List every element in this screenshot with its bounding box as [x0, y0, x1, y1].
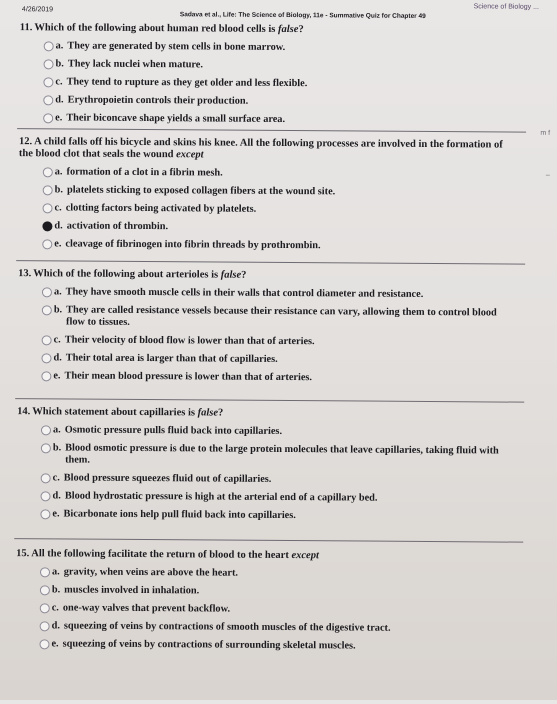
radio-button-icon[interactable] [43, 95, 53, 105]
radio-button-icon[interactable] [44, 41, 54, 51]
answer-option-e[interactable]: e. cleavage of fibrinogen into fibrin threads by prothrombin. [42, 238, 531, 253]
answer-option-a[interactable]: a. They are generated by stem cells in bone marrow. [44, 40, 533, 55]
question-divider [14, 538, 523, 543]
radio-button-icon[interactable] [42, 335, 52, 345]
answer-option-e[interactable]: e. squeezing of veins by contractions of surrounding skeletal muscles. [39, 638, 528, 653]
radio-button-icon[interactable] [41, 443, 51, 453]
answer-option-b[interactable]: b. muscles involved in inhalation. [40, 584, 529, 599]
radio-button-icon[interactable] [43, 203, 53, 213]
radio-button-icon[interactable] [40, 621, 50, 631]
browser-tab-fragment: Science of Biology ... [473, 3, 539, 11]
answer-option-c[interactable]: c. one-way valves that prevent backflow. [40, 602, 529, 617]
answer-option-c[interactable]: c. Their velocity of blood flow is lower than that of arteries. [42, 334, 531, 349]
radio-button-icon[interactable] [44, 59, 54, 69]
answer-option-e[interactable]: e. Their biconcave shape yields a small surface area. [43, 112, 532, 127]
radio-button-icon[interactable] [43, 113, 53, 123]
question-12 [18, 136, 532, 254]
question-stem: 14. Which statement about capillaries is false? [17, 406, 224, 419]
print-date: 4/26/2019 [21, 6, 54, 14]
radio-button-icon[interactable] [41, 371, 51, 381]
radio-button-icon[interactable] [42, 305, 52, 315]
side-fragment: m f [540, 129, 551, 137]
answer-option-d[interactable]: d. Erythropoietin controls their production. [43, 94, 532, 109]
answer-option-a[interactable]: a. Osmotic pressure pulls fluid back into capillaries. [41, 424, 530, 439]
radio-button-selected-icon[interactable] [42, 221, 52, 231]
radio-button-icon[interactable] [41, 353, 51, 363]
radio-button-icon[interactable] [43, 167, 53, 177]
question-13 [17, 268, 531, 386]
answer-option-a[interactable]: a. gravity, when veins are above the heart. [40, 566, 529, 581]
answer-option-b[interactable]: b. Blood osmotic pressure is due to the large protein molecules that leave capillaries, taking fluid with them. [41, 442, 530, 469]
answer-option-d-selected[interactable]: d. activation of thrombin. [42, 220, 531, 235]
radio-button-icon[interactable] [40, 567, 50, 577]
question-stem: 11. Which of the following about human red blood cells is false? [19, 22, 304, 36]
radio-button-icon[interactable] [40, 603, 50, 613]
quiz-title: Sadava et al., Life: The Science of Biology, 11e - Summative Quiz for Chapter 49 [179, 11, 426, 20]
question-divider [17, 128, 526, 133]
radio-button-icon[interactable] [41, 491, 51, 501]
answer-option-c[interactable]: c. They tend to rupture as they get older and less flexible. [43, 76, 532, 91]
answer-option-a[interactable]: a. formation of a clot in a fibrin mesh. [43, 166, 532, 181]
radio-button-icon[interactable] [40, 509, 50, 519]
radio-button-icon[interactable] [42, 239, 52, 249]
radio-button-icon[interactable] [39, 639, 49, 649]
question-divider [16, 260, 525, 265]
answer-option-e[interactable]: e. Their mean blood pressure is lower than that of arteries. [41, 370, 530, 385]
question-stem: 13. Which of the following about arterioles is false? [18, 268, 247, 281]
question-divider [15, 398, 524, 403]
side-dash: – [545, 171, 550, 179]
answer-option-c[interactable]: c. Blood pressure squeezes fluid out of capillaries. [41, 472, 530, 487]
answer-option-d[interactable]: d. Blood hydrostatic pressure is high at the arterial end of a capillary bed. [40, 490, 529, 505]
answer-option-d[interactable]: d. Their total area is larger than that of capillaries. [41, 352, 530, 367]
question-stem: 15. All the following facilitate the return of blood to the heart except [16, 548, 319, 562]
question-14 [16, 406, 530, 524]
answer-option-d[interactable]: d. squeezing of veins by contractions of smooth muscles of the digestive tract. [40, 620, 529, 635]
answer-option-e[interactable]: e. Bicarbonate ions help pull fluid back into capillaries. [40, 508, 529, 523]
answer-option-b[interactable]: b. They lack nuclei when mature. [44, 58, 533, 73]
radio-button-icon[interactable] [43, 77, 53, 87]
radio-button-icon[interactable] [43, 185, 53, 195]
question-stem: 12. A child falls off his bicycle and skins his knee. All the following processes are involved in the formation of the blood clot that seals the wound except [18, 136, 503, 161]
answer-option-c[interactable]: c. clotting factors being activated by platelets. [43, 202, 532, 217]
question-11 [19, 22, 533, 128]
radio-button-icon[interactable] [42, 287, 52, 297]
question-15 [15, 548, 529, 654]
answer-option-b[interactable]: b. They are called resistance vessels because their resistance can vary, allowing them to control blood flow to tissues. [42, 304, 531, 331]
answer-option-a[interactable]: a. They have smooth muscle cells in their walls that control diameter and resistance. [42, 286, 531, 301]
radio-button-icon[interactable] [41, 425, 51, 435]
radio-button-icon[interactable] [41, 473, 51, 483]
answer-option-b[interactable]: b. platelets sticking to exposed collagen fibers at the wound site. [43, 184, 532, 199]
radio-button-icon[interactable] [40, 585, 50, 595]
